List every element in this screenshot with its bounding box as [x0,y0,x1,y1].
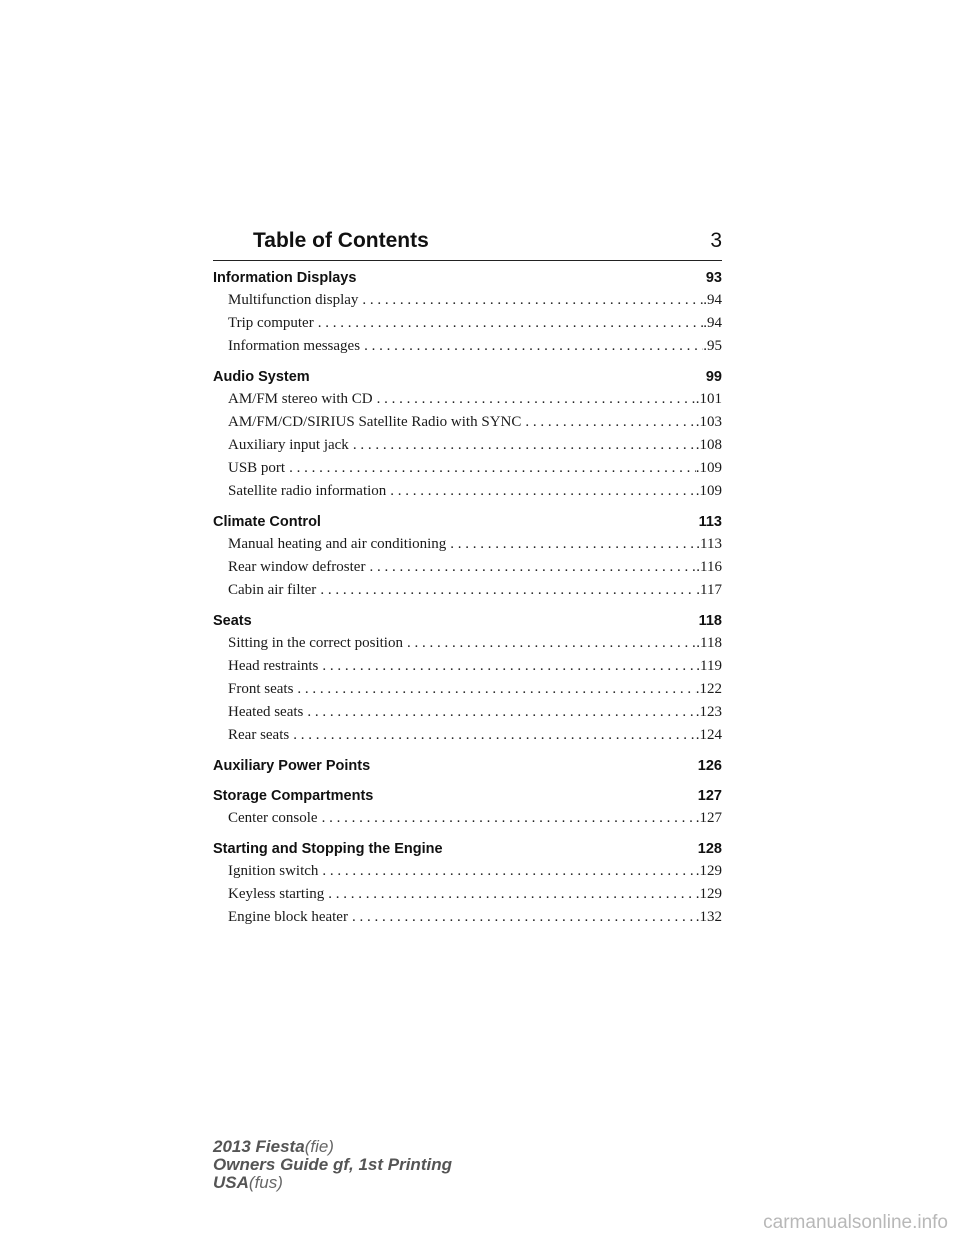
toc-entry[interactable] [213,457,722,480]
entry-page: .129 [695,863,722,879]
entry-label: Trip computer [228,315,314,331]
entry-label: Auxiliary input jack [228,437,349,453]
toc-entry[interactable] [213,579,722,602]
entry-label: Sitting in the correct position [228,635,403,651]
entry-page: .113 [696,536,722,552]
section-title: Auxiliary Power Points [213,758,371,774]
toc-entry[interactable] [213,678,722,701]
toc-entry[interactable] [213,533,722,556]
entry-label: Satellite radio information [228,483,387,499]
section-page: 113 [698,514,722,530]
entry-label: Keyless starting [228,886,325,902]
dot-leader [386,480,695,503]
entry-label: Front seats [228,681,294,697]
entry-page: .117 [696,582,722,598]
entry-label: Rear seats [228,727,290,743]
entry-page: .123 [695,704,722,720]
footer-line-guide: Owners Guide gf, 1st Printing [213,1155,452,1174]
toc-entry[interactable] [213,860,722,883]
entry-page: .132 [695,909,722,925]
toc-entry[interactable] [213,312,722,335]
section-heading[interactable] [213,268,722,289]
footer-model-code: (fie) [304,1137,334,1156]
section-title: Storage Compartments [213,788,374,804]
entry-label: AM/FM/CD/SIRIUS Satellite Radio with SYNC [228,414,522,430]
dot-leader [285,457,696,480]
dot-leader [348,906,696,929]
footer-market-code: (fus) [248,1173,283,1192]
entry-label: Ignition switch [228,863,319,879]
toc-entry[interactable] [213,701,722,724]
toc-entry[interactable] [213,906,722,929]
section-heading[interactable] [213,367,722,388]
section-heading[interactable] [213,611,722,632]
toc-entry[interactable] [213,434,722,457]
site-watermark: carmanualsonline.info [763,1212,948,1233]
footer-line-model [213,1138,452,1156]
dot-leader [349,434,696,457]
entry-page: .95 [703,338,722,354]
section-heading[interactable] [213,786,722,807]
section-page: 126 [697,758,722,774]
footer-market: USA [213,1173,249,1192]
section-page: 127 [697,788,722,804]
entry-page: .108 [695,437,722,453]
section-heading[interactable] [213,839,722,860]
toc-section-information-displays [213,268,722,358]
entry-page: .118 [696,635,722,651]
section-page: 93 [705,270,722,286]
entry-label: Rear window defroster [228,559,366,575]
section-title: Climate Control [213,514,321,530]
section-page: 99 [705,369,722,385]
entry-page: .122 [695,681,722,697]
entry-label: Center console [228,810,318,826]
entry-label: Heated seats [228,704,304,720]
dot-leader [521,411,695,434]
entry-page: .119 [696,658,722,674]
table-of-contents [213,268,722,938]
toc-entry[interactable] [213,632,722,655]
toc-entry[interactable] [213,411,722,434]
toc-section-climate-control [213,512,722,602]
entry-page: .127 [695,810,722,826]
entry-label: Engine block heater [228,909,348,925]
entry-label: Head restraints [228,658,319,674]
entry-label: Information messages [228,338,361,354]
dot-leader [314,312,704,335]
dot-leader [373,388,696,411]
dot-leader [318,655,696,678]
page-number: 3 [710,229,722,252]
toc-section-auxiliary-power-points [213,756,722,777]
section-page: 118 [698,613,722,629]
section-title: Audio System [213,369,310,385]
entry-label: AM/FM stereo with CD [228,391,373,407]
toc-section-audio-system [213,367,722,503]
section-title: Starting and Stopping the Engine [213,841,443,857]
dot-leader [360,335,703,358]
toc-section-starting-and-stopping [213,839,722,929]
dot-leader [358,289,703,312]
toc-entry[interactable] [213,335,722,358]
entry-label: Cabin air filter [228,582,317,598]
dot-leader [289,724,696,747]
page-title: Table of Contents [253,229,429,252]
entry-page: .109 [695,483,722,499]
dot-leader [318,860,695,883]
toc-entry[interactable] [213,388,722,411]
toc-entry[interactable] [213,724,722,747]
section-page: 128 [697,841,722,857]
footer-line-market [213,1174,452,1192]
dot-leader [303,701,695,724]
print-footer [213,1138,452,1192]
dot-leader [316,579,696,602]
page-header [213,226,722,261]
toc-section-storage-compartments [213,786,722,830]
entry-page: .116 [696,559,722,575]
toc-entry[interactable] [213,655,722,678]
entry-label: Manual heating and air conditioning [228,536,447,552]
footer-model: 2013 Fiesta [213,1137,305,1156]
toc-section-seats [213,611,722,747]
dot-leader [293,678,695,701]
toc-entry[interactable] [213,556,722,579]
toc-entry[interactable] [213,480,722,503]
toc-entry[interactable] [213,807,722,830]
entry-page: .109 [695,460,722,476]
entry-page: .124 [695,727,722,743]
section-title: Information Displays [213,270,357,286]
entry-page: .129 [695,886,722,902]
dot-leader [403,632,696,655]
dot-leader [365,556,696,579]
section-heading[interactable] [213,512,722,533]
dot-leader [324,883,696,906]
section-heading[interactable] [213,756,722,777]
entry-page: .103 [695,414,722,430]
dot-leader [446,533,696,556]
entry-page: .94 [703,292,722,308]
entry-page: .94 [703,315,722,331]
entry-label: Multifunction display [228,292,359,308]
toc-entry[interactable] [213,289,722,312]
entry-label: USB port [228,460,286,476]
dot-leader [318,807,696,830]
toc-entry[interactable] [213,883,722,906]
entry-page: .101 [695,391,722,407]
section-title: Seats [213,613,252,629]
